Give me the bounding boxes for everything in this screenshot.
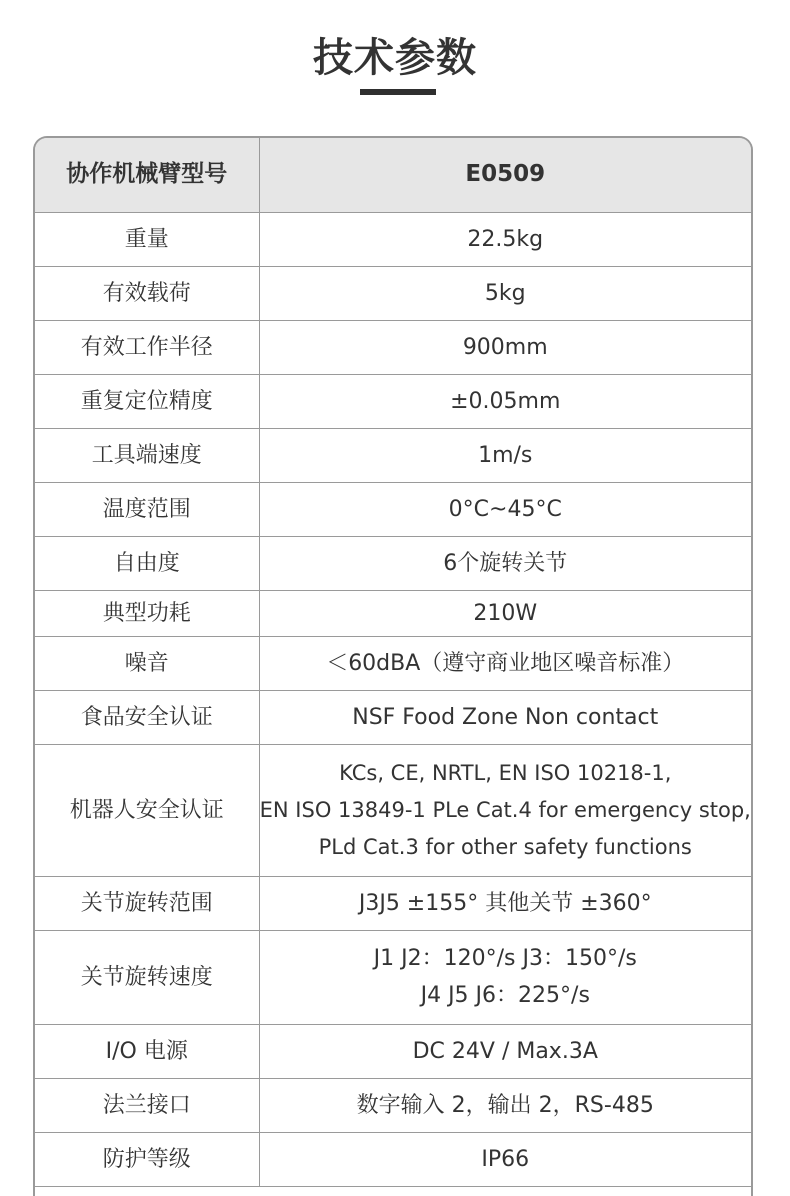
spec-value-line: ＜60dBA（遵守商业地区噪音标准） — [326, 650, 685, 676]
spec-row — [35, 320, 751, 374]
spec-label: 法兰接口 — [35, 1078, 259, 1132]
spec-label: 温度范围 — [35, 482, 259, 536]
spec-row — [35, 690, 751, 744]
spec-value — [259, 320, 751, 374]
spec-value — [259, 1078, 751, 1132]
spec-row — [35, 482, 751, 536]
spec-value — [259, 636, 751, 690]
spec-value — [259, 212, 751, 266]
spec-table-header — [35, 138, 751, 212]
spec-value — [259, 266, 751, 320]
spec-row — [35, 428, 751, 482]
spec-value-line: ±0.05mm — [450, 388, 561, 414]
spec-label: 重复定位精度 — [35, 374, 259, 428]
spec-label: 工具端速度 — [35, 428, 259, 482]
spec-value — [259, 536, 751, 590]
spec-value-line: EN ISO 13849-1 PLe Cat.4 for emergency stop, — [259, 797, 751, 822]
spec-value-line: 900mm — [462, 334, 548, 360]
spec-row — [35, 212, 751, 266]
spec-row — [35, 590, 751, 636]
spec-value-line: IP66 — [481, 1146, 530, 1172]
spec-value-line: KCs, CE, NRTL, EN ISO 10218-1, — [339, 760, 672, 785]
spec-row — [35, 930, 751, 1024]
spec-value — [259, 482, 751, 536]
spec-value-line: 数字输入 2，输出 2，RS-485 — [356, 1092, 654, 1118]
spec-row — [35, 636, 751, 690]
page-title: 技术参数 — [313, 35, 477, 81]
spec-value-line: J1 J2：120°/s J3：150°/s — [373, 946, 637, 971]
spec-row — [35, 876, 751, 930]
spec-value — [259, 374, 751, 428]
spec-label: 自由度 — [35, 536, 259, 590]
spec-label: I/O 电源 — [35, 1024, 259, 1078]
spec-label: 有效工作半径 — [35, 320, 259, 374]
model-value: E0509 — [259, 138, 751, 212]
spec-value-line: NSF Food Zone Non contact — [352, 704, 659, 730]
spec-value-line: DC 24V / Max.3A — [412, 1038, 598, 1064]
spec-label: 机器人安全认证 — [35, 744, 259, 876]
spec-row — [35, 1024, 751, 1078]
spec-value — [259, 1132, 751, 1186]
spec-label: 有效载荷 — [35, 266, 259, 320]
spec-value-line: 1m/s — [478, 442, 533, 468]
spec-label: 噪音 — [35, 636, 259, 690]
spec-row — [35, 1132, 751, 1186]
spec-label: 食品安全认证 — [35, 690, 259, 744]
spec-value-line: 6个旋转关节 — [443, 550, 568, 576]
spec-value-line: 0°C~45°C — [448, 496, 562, 522]
spec-table — [35, 138, 751, 1187]
spec-value — [259, 590, 751, 636]
spec-label: 重量 — [35, 212, 259, 266]
spec-value — [259, 428, 751, 482]
spec-label: 关节旋转速度 — [35, 930, 259, 1024]
spec-value-line: 5kg — [484, 280, 526, 306]
spec-value — [259, 1024, 751, 1078]
spec-value — [259, 876, 751, 930]
spec-row — [35, 744, 751, 876]
spec-value — [259, 690, 751, 744]
spec-label: 关节旋转范围 — [35, 876, 259, 930]
spec-table-card — [33, 136, 753, 1196]
spec-value-line: J3J5 ±155° 其他关节 ±360° — [358, 890, 652, 916]
title-underline — [360, 89, 436, 95]
spec-value-line: J4 J5 J6：225°/s — [420, 983, 590, 1008]
spec-label: 典型功耗 — [35, 590, 259, 636]
spec-value-line: 22.5kg — [467, 226, 544, 252]
spec-row — [35, 1078, 751, 1132]
spec-value-line: 210W — [473, 600, 538, 626]
spec-value-line: PLd Cat.3 for other safety functions — [318, 834, 692, 859]
spec-row — [35, 266, 751, 320]
spec-row — [35, 374, 751, 428]
spec-value — [259, 744, 751, 876]
model-label: 协作机械臂型号 — [35, 138, 259, 212]
spec-value — [259, 930, 751, 1024]
spec-row — [35, 536, 751, 590]
spec-label: 防护等级 — [35, 1132, 259, 1186]
